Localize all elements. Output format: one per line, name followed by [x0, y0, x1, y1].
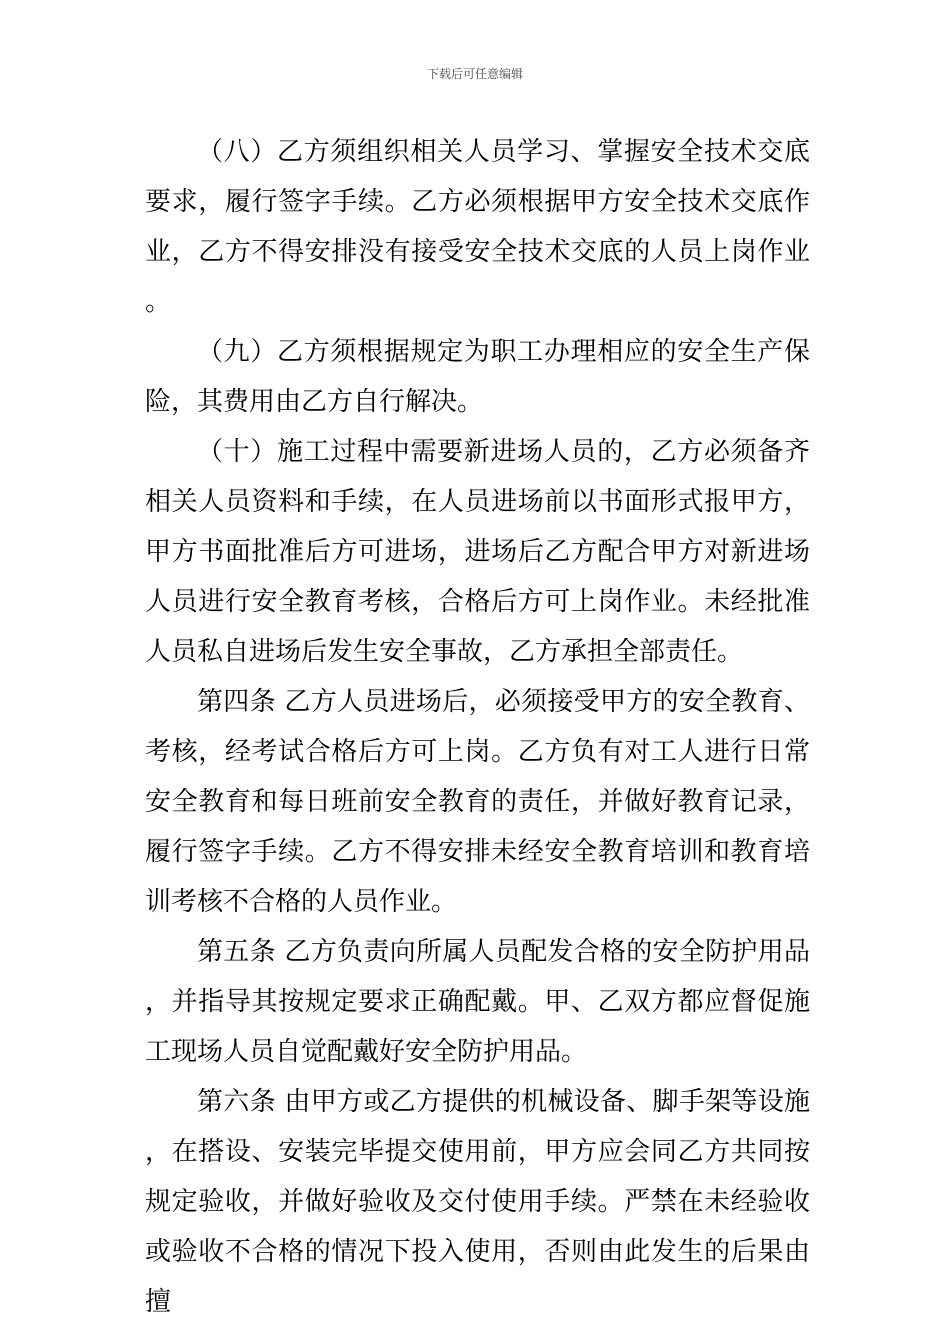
paragraph-item-10: （十）施工过程中需要新进场人员的，乙方必须备齐相关人员资料和手续，在人员进场前以书面形式报甲方，甲方书面批准后方可进场，进场后乙方配合甲方对新进场人员进行安全教育考核，合格后方可上岗作业。未经批准人员私自进场后发生安全事故，乙方承担全部责任。 [145, 437, 810, 667]
page-header: 下载后可任意编辑 [426, 67, 523, 81]
document-body [145, 127, 810, 1327]
paragraph-article-4: 第四条 乙方人员进场后，必须接受甲方的安全教育、考核，经考试合格后方可上岗。乙方负有对工人进行日常安全教育和每日班前安全教育的责任，并做好教育记录，履行签字手续。乙方不得安排未经安全教育培训和教育培训考核不合格的人员作业。 [145, 687, 810, 917]
paragraph-article-6: 第六条 由甲方或乙方提供的机械设备、脚手架等设施，在搭设、安装完毕提交使用前，甲方应会同乙方共同按规定验收，并做好验收及交付使用手续。严禁在未经验收或验收不合格的情况下投入使用，否则由此发生的后果由擅 [145, 1087, 810, 1317]
paragraph-article-5: 第五条 乙方负责向所属人员配发合格的安全防护用品，并指导其按规定要求正确配戴。甲、乙双方都应督促施工现场人员自觉配戴好安全防护用品。 [145, 937, 810, 1067]
paragraph-item-9: （九）乙方须根据规定为职工办理相应的安全生产保险，其费用由乙方自行解决。 [145, 337, 810, 417]
paragraph-item-8: （八）乙方须组织相关人员学习、掌握安全技术交底要求，履行签字手续。乙方必须根据甲方安全技术交底作业，乙方不得安排没有接受安全技术交底的人员上岗作业。 [145, 137, 810, 317]
